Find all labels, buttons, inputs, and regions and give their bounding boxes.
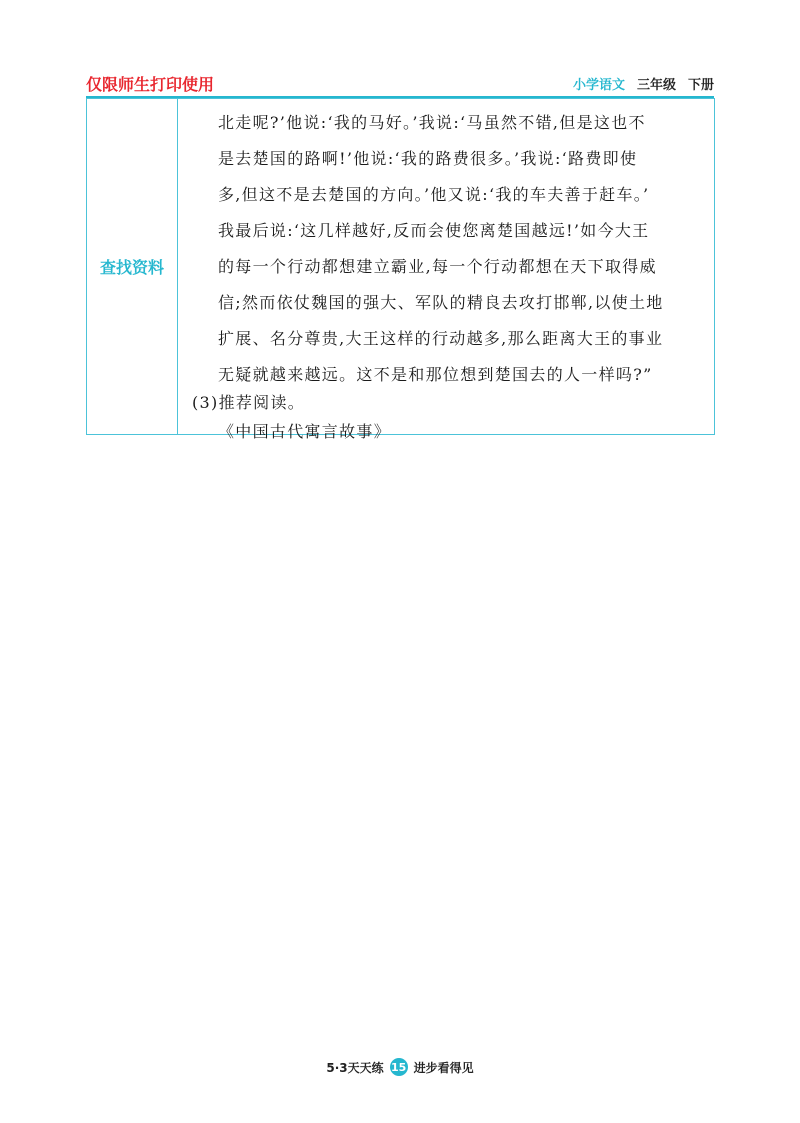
section-label: 查找资料	[87, 99, 178, 434]
text-line: 多,但这不是去楚国的方向。’他又说:‘我的车夫善于赶车。’	[218, 185, 650, 204]
recommended-book-title: 《中国古代寓言故事》	[218, 422, 392, 441]
page-number: 15	[390, 1058, 408, 1076]
subject-label: 小学语文	[572, 78, 625, 93]
section-content	[178, 99, 714, 441]
text-line: 扩展、名分尊贵,大王这样的行动越多,那么距离大王的事业	[218, 329, 664, 348]
text-line: 北走呢?’他说:‘我的马好。’我说:‘马虽然不错,但是这也不	[218, 113, 646, 132]
exercise-table	[86, 98, 715, 441]
text-line: 无疑就越来越远。这不是和那位想到楚国去的人一样吗?”	[218, 365, 653, 384]
text-line: 我最后说:‘这几样越好,反而会使您离楚国越远!’如今大王	[218, 221, 650, 240]
text-line: 是去楚国的路啊!’他说:‘我的路费很多。’我说:‘路费即使	[218, 149, 638, 168]
footer-slogan: 进步看得见	[413, 1060, 474, 1075]
text-line: 的每一个行动都想建立霸业,每一个行动都想在天下取得威	[218, 257, 657, 276]
recommended-reading-heading: (3)推荐阅读。	[192, 393, 306, 412]
grade-label: 三年级	[636, 78, 676, 93]
footer-brand: 5·3天天练	[326, 1060, 384, 1075]
book-info	[573, 74, 714, 93]
page-footer	[0, 1058, 800, 1076]
volume-label: 下册	[687, 78, 714, 93]
print-notice: 仅限师生打印使用	[86, 75, 215, 94]
text-line: 信;然而依仗魏国的强大、军队的精良去攻打邯郸,以使土地	[218, 293, 664, 312]
